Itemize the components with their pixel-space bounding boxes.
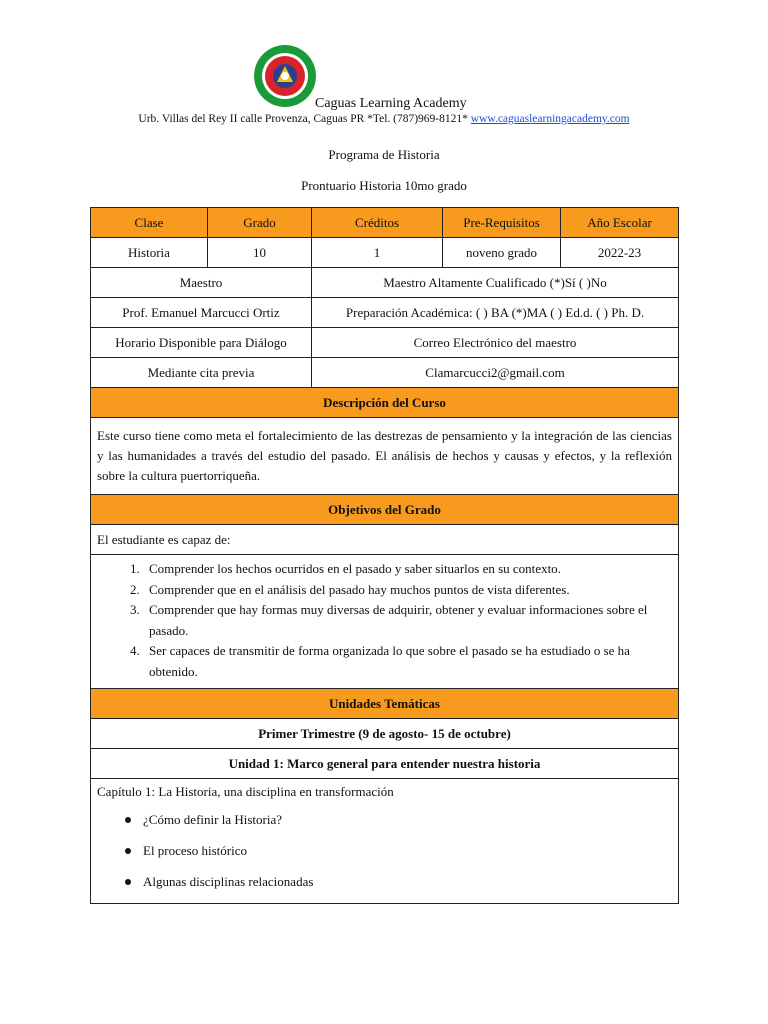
- description-text: Este curso tiene como meta el fortalecimiento de las destrezas de pensamiento y la integración de las ciencias y las humanidades a través del estudio del pasado. El análisis de hechos y causas y efectos, y la reflexión sobre la cultura puertorriqueña.: [91, 418, 679, 495]
- website-link[interactable]: www.caguaslearningacademy.com: [470, 113, 630, 125]
- program-title: Programa de Historia: [328, 147, 440, 162]
- topic-text: El proceso histórico: [143, 843, 247, 858]
- hours-label: Horario Disponible para Diálogo: [91, 328, 312, 358]
- objectives-heading: Objetivos del Grado: [91, 495, 679, 525]
- list-item: 2. Comprender que en el análisis del pasado hay muchos puntos de vista diferentes.: [143, 580, 672, 601]
- header-prerequisitos: Pre-Requisitos: [443, 208, 561, 238]
- list-item: [97, 841, 672, 872]
- contact-label-row: [91, 328, 679, 358]
- teacher-name: Prof. Emanuel Marcucci Ortiz: [91, 298, 312, 328]
- header-ano-escolar: Año Escolar: [561, 208, 679, 238]
- course-syllabus-table: [90, 207, 679, 904]
- chapter-row: [91, 779, 679, 904]
- value-prerequisitos: noveno grado: [443, 238, 561, 268]
- school-logo: [253, 44, 317, 108]
- bullet-icon: [125, 848, 131, 854]
- address-text: Urb. Villas del Rey II calle Provenza, Caguas PR *Tel. (787)969-8121*: [138, 113, 468, 125]
- topic-text: ¿Cómo definir la Historia?: [143, 812, 282, 827]
- list-item: 1. Comprender los hechos ocurridos en el pasado y saber situarlos en su contexto.: [143, 559, 672, 580]
- value-creditos: 1: [312, 238, 443, 268]
- unit-title: Unidad 1: Marco general para entender nuestra historia: [91, 749, 679, 779]
- objectives-intro-row: [91, 525, 679, 555]
- course-values-row: [91, 238, 679, 268]
- header-clase: Clase: [91, 208, 208, 238]
- description-heading: Descripción del Curso: [91, 388, 679, 418]
- bullet-icon: [125, 817, 131, 823]
- header-grado: Grado: [208, 208, 312, 238]
- teacher-name-row: [91, 298, 679, 328]
- objectives-header-row: [91, 495, 679, 525]
- unit-row: [91, 749, 679, 779]
- bullet-icon: [125, 879, 131, 885]
- list-item: 3. Comprender que hay formas muy diversas de adquirir, obtener y evaluar informaciones sobre el pasado.: [143, 600, 672, 641]
- description-row: [91, 418, 679, 495]
- chapter-title: Capítulo 1: La Historia, una disciplina en transformación: [97, 784, 394, 799]
- email-value: Clamarcucci2@gmail.com: [312, 358, 679, 388]
- hours-value: Mediante cita previa: [91, 358, 312, 388]
- list-item: 4. Ser capaces de transmitir de forma organizada lo que sobre el pasado se ha estudiado o se ha obtenido.: [143, 641, 672, 682]
- contact-value-row: [91, 358, 679, 388]
- school-name: Caguas Learning Academy: [315, 96, 467, 111]
- objectives-list-row: [91, 555, 679, 689]
- course-header-row: [91, 208, 679, 238]
- qualified-status: Maestro Altamente Cualificado (*)Sí ( )No: [312, 268, 679, 298]
- units-header-row: [91, 689, 679, 719]
- trimester-title: Primer Trimestre (9 de agosto- 15 de octubre): [91, 719, 679, 749]
- description-header-row: [91, 388, 679, 418]
- units-heading: Unidades Temáticas: [91, 689, 679, 719]
- value-grado: 10: [208, 238, 312, 268]
- trimester-row: [91, 719, 679, 749]
- chapter-topics: [97, 810, 672, 903]
- value-ano-escolar: 2022-23: [561, 238, 679, 268]
- list-item: [97, 872, 672, 903]
- email-label: Correo Electrónico del maestro: [312, 328, 679, 358]
- topic-text: Algunas disciplinas relacionadas: [143, 874, 314, 889]
- teacher-row: [91, 268, 679, 298]
- list-item: [97, 810, 672, 841]
- objectives-list: [97, 555, 672, 688]
- objectives-intro: El estudiante es capaz de:: [91, 525, 679, 555]
- academic-preparation: Preparación Académica: ( ) BA (*)MA ( ) Ed.d. ( ) Ph. D.: [312, 298, 679, 328]
- value-clase: Historia: [91, 238, 208, 268]
- maestro-label: Maestro: [91, 268, 312, 298]
- header-creditos: Créditos: [312, 208, 443, 238]
- prontuario-title: Prontuario Historia 10mo grado: [301, 178, 467, 193]
- school-address: [0, 113, 768, 125]
